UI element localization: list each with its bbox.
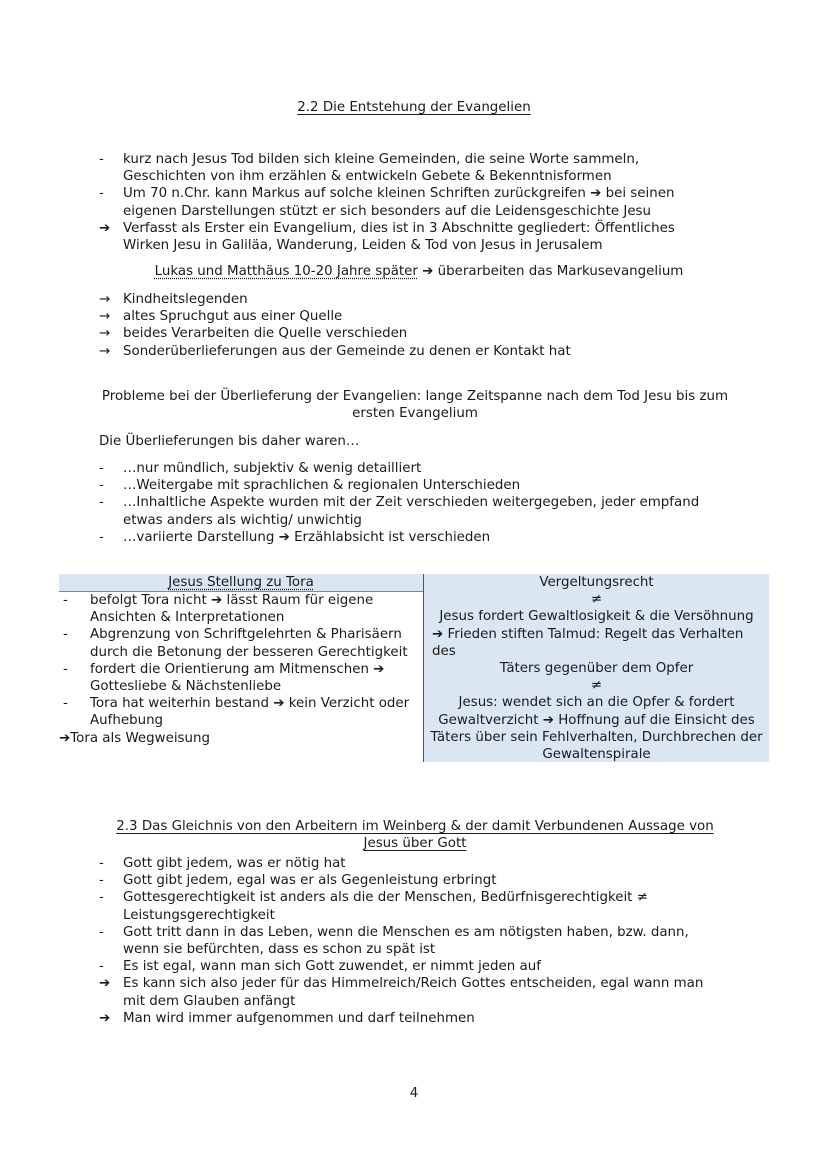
not-equal-sign: ≠ [590,678,603,694]
lukas-matthaeus-line: Lukas und Matthäus 10-20 Jahre später ➔ überarbeiten das Markusevangelium [154,264,684,279]
additions-arrow-list [99,291,719,360]
list-item: - Gott tritt dann in das Leben, wenn die Menschen es am nötigsten haben, bzw. dann, wenn sie befürchten, dass es schon zu spät ist [99,924,689,958]
list-item: - …Inhaltliche Aspekte wurden mit der Zeit verschieden weitergegeben, jeder empfand etwas anders als wichtig/ unwichtig [99,495,700,528]
list-item: - befolgt Tora nicht ➔ lässt Raum für eigene Ansichten & Interpretationen [63,593,374,626]
tora-column [59,574,423,762]
not-equal-sign: ≠ [590,592,603,608]
origin-bullet-list [99,151,719,254]
section-title-2-3: 2.3 Das Gleichnis von den Arbeitern im Weinberg & der damit Verbundenen Aussage von Jesus über Gott [116,819,714,852]
tora-column-header: Jesus Stellung zu Tora [59,574,423,592]
tora-list [59,592,423,730]
transmission-intro: Die Überlieferungen bis daher waren… [99,434,360,449]
list-item: → beides Verarbeiten die Quelle verschieden [99,326,408,342]
arrow-marker: ➔ [99,220,111,236]
arrow-icon: → [99,343,111,359]
list-item: - Tora hat weiterhin bestand ➔ kein Verzicht oder Aufhebung [63,696,410,729]
list-item: - …nur mündlich, subjektiv & wenig detailliert [99,461,422,476]
list-item: - Gott gibt jedem, was er nötig hat [99,856,346,871]
list-item: - Gottesgerechtigkeit ist anders als die der Menschen, Bedürfnisgerechtigkeit ≠ Leistungsgerechtigkeit [99,890,648,923]
page-number: 4 [409,1086,419,1101]
comparison-table [59,574,769,762]
transmission-list [99,460,719,546]
section-title-2-2: 2.2 Die Entstehung der Evangelien [297,100,531,115]
vergeltungsrecht-header: Vergeltungsrecht [539,575,654,590]
list-item: → Kindheitslegenden [99,292,248,307]
list-item: → altes Spruchgut aus einer Quelle [99,309,343,325]
list-item: - Es ist egal, wann man sich Gott zuwendet, er nimmt jeden auf [99,959,541,975]
list-item: - …variierte Darstellung ➔ Erzählabsicht ist verschieden [99,529,491,545]
list-item: ➔ Es kann sich also jeder für das Himmelreich/Reich Gottes entscheiden, egal wann man mit dem Glauben anfängt [99,976,704,1009]
list-item: ➔ Man wird immer aufgenommen und darf teilnehmen [99,1010,475,1026]
list-item: - kurz nach Jesus Tod bilden sich kleine Gemeinden, die seine Worte sammeln, Geschichten von ihm erzählen & entwickeln Gebete & Bekenntnisformen [99,152,640,185]
problems-paragraph: Probleme bei der Überlieferung der Evangelien: lange Zeitspanne nach dem Tod Jesu bis zum ersten Evangelium [101,389,729,422]
arrow-icon: → [99,309,111,325]
list-item: - Um 70 n.Chr. kann Markus auf solche kleinen Schriften zurückgreifen ➔ bei seinen eigenen Darstellungen stützt er sich besonders auf die Leidensgeschichte Jesu [99,186,675,219]
vergeltungsrecht-column: Vergeltungsrecht ≠ Jesus fordert Gewaltlosigkeit & die Versöhnung ➔ Frieden stiften Talmud: Regelt das Verhalten des Täters gegenüber dem Opfer ≠ Jesus: wendet sich an die Opfer & fordert Gewaltverzicht ➔ Hoffnung auf die Einsicht des Täters über sein Fehlverhalten, Durchbrechen der Gewaltenspirale [424,574,769,762]
parable-bullet-list [99,855,719,1027]
arrow-icon: → [99,292,111,307]
list-item: - Abgrenzung von Schriftgelehrten & Pharisäern durch die Betonung der besseren Gerechtigkeit [63,627,408,660]
list-item: ➔ Verfasst als Erster ein Evangelium, dies ist in 3 Abschnitte gegliedert: Öffentliches Wirken Jesu in Galiläa, Wanderung, Leiden & Tod von Jesus in Jerusalem [99,220,675,254]
tora-conclusion: ➔Tora als Wegweisung [59,730,210,746]
bullet-marker: - [99,186,104,202]
list-item: - …Weitergabe mit sprachlichen & regionalen Unterschieden [99,478,521,494]
list-item: - fordert die Orientierung am Mitmenschen ➔ Gottesliebe & Nächstenliebe [63,661,385,695]
list-item: - Gott gibt jedem, egal was er als Gegenleistung erbringt [99,873,497,889]
arrow-icon: → [99,326,111,342]
list-item: → Sonderüberlieferungen aus der Gemeinde zu denen er Kontakt hat [99,343,571,359]
bullet-marker: - [99,152,104,167]
